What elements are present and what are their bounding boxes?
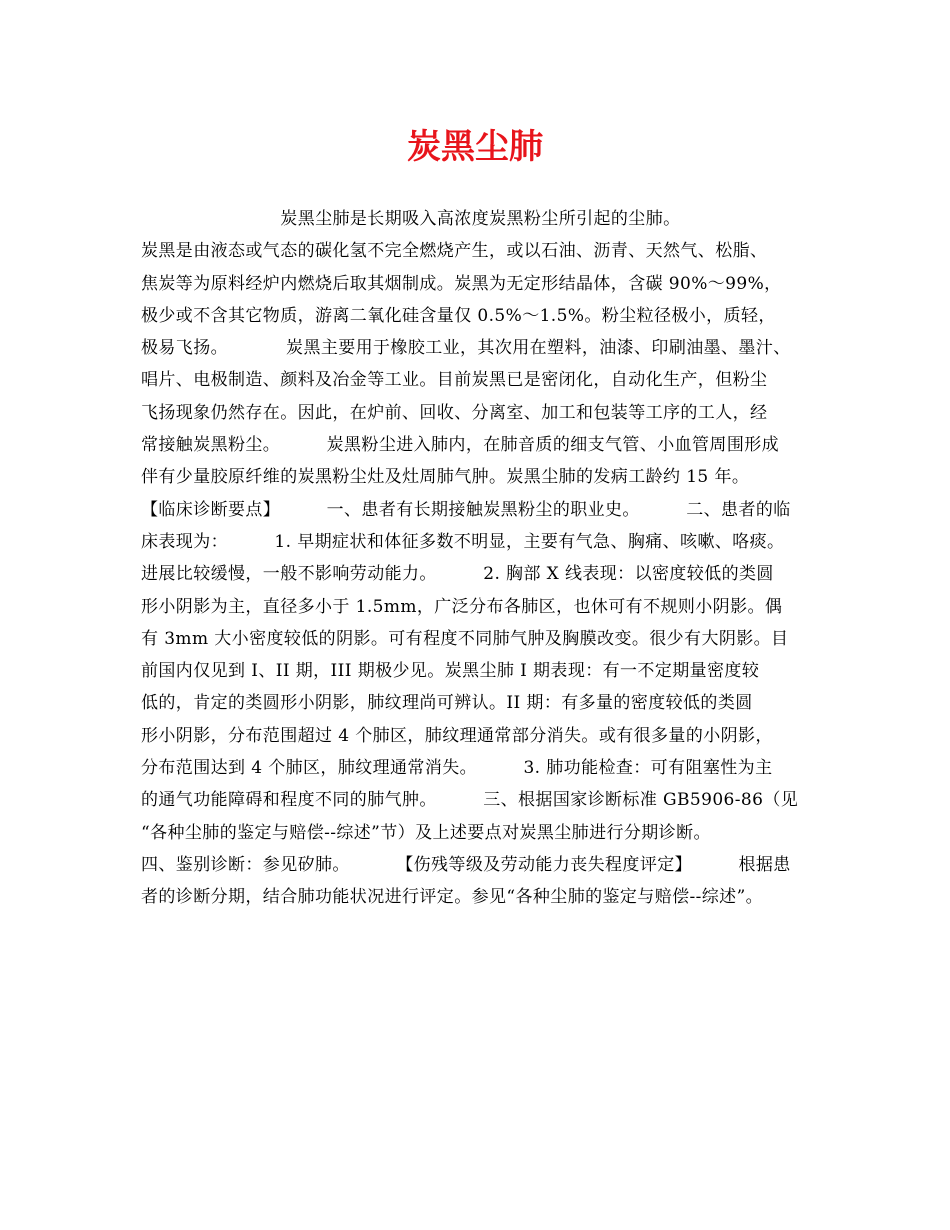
text-line: 飞扬现象仍然存在。因此，在炉前、回收、分离室、加工和包装等工序的工人，经 — [141, 402, 768, 423]
text-line: 焦炭等为原料经炉内燃烧后取其烟制成。炭黑为无定形结晶体，含碳 90%～99%， — [141, 273, 782, 294]
text-line: 【临床诊断要点】 一、患者有长期接触炭黑粉尘的职业史。 二、患者的临 — [141, 499, 791, 520]
text-line: 炭黑是由液态或气态的碳化氢不完全燃烧产生，或以石油、沥青、天然气、松脂、 — [141, 241, 768, 262]
text-line: 有 3mm 大小密度较低的阴影。可有程度不同肺气肿及胸膜改变。很少有大阴影。目 — [141, 628, 789, 649]
text-line: 床表现为： 1. 早期症状和体征多数不明显，主要有气急、胸痛、咳嗽、咯痰。 — [141, 531, 785, 552]
text-line: 常接触炭黑粉尘。 炭黑粉尘进入肺内，在肺音质的细支气管、小血管周围形成 — [141, 435, 780, 456]
text-line: 分布范围达到 4 个肺区，肺纹理通常消失。 3. 肺功能检查：可有阻塞性为主 — [141, 758, 773, 779]
page-title: 炭黑尘肺 — [407, 127, 543, 167]
text-line: 极易飞扬。 炭黑主要用于橡胶工业，其次用在塑料，油漆、印刷油墨、墨汁、 — [141, 338, 791, 359]
text-line: 极少或不含其它物质，游离二氧化硅含量仅 0.5%～1.5%。粉尘粒径极小，质轻， — [141, 305, 776, 326]
text-line: 炭黑尘肺是长期吸入高浓度炭黑粉尘所引起的尘肺。 — [141, 209, 681, 229]
text-line: 唱片、电极制造、颜料及冶金等工业。目前炭黑已是密闭化，自动化生产，但粉尘 — [141, 370, 768, 391]
text-line: “各种尘肺的鉴定与赔偿--综述”节）及上述要点对炭黑尘肺进行分期诊断。 — [141, 822, 711, 843]
text-line: 进展比较缓慢，一般不影响劳动能力。 2. 胸部 X 线表现：以密度较低的类圆 — [141, 564, 774, 585]
text-line: 形小阴影为主，直径多小于 1.5mm，广泛分布各肺区，也休可有不规则小阴影。偶 — [141, 596, 783, 617]
text-line: 形小阴影，分布范围超过 4 个肺区，肺纹理通常部分消失。或有很多量的小阴影， — [141, 725, 773, 746]
text-line: 四、鉴别诊断：参见矽肺。 【伤残等级及劳动能力丧失程度评定】 根据患 — [141, 854, 791, 875]
body-text — [141, 203, 821, 914]
text-line: 低的，肯定的类圆形小阴影，肺纹理尚可辨认。II 期：有多量的密度较低的类圆 — [141, 693, 753, 714]
text-line: 的通气功能障碍和程度不同的肺气肿。 三、根据国家诊断标准 GB5906-86（见 — [141, 790, 799, 811]
text-line: 者的诊断分期，结合肺功能状况进行评定。参见“各种尘肺的鉴定与赔偿--综述”。 — [141, 887, 764, 908]
text-line: 前国内仅见到 I、II 期，III 期极少见。炭黑尘肺 I 期表现：有一不定期量密度较 — [141, 661, 760, 682]
text-line: 伴有少量胶原纤维的炭黑粉尘灶及灶周肺气肿。炭黑尘肺的发病工龄约 15 年。 — [141, 467, 750, 488]
